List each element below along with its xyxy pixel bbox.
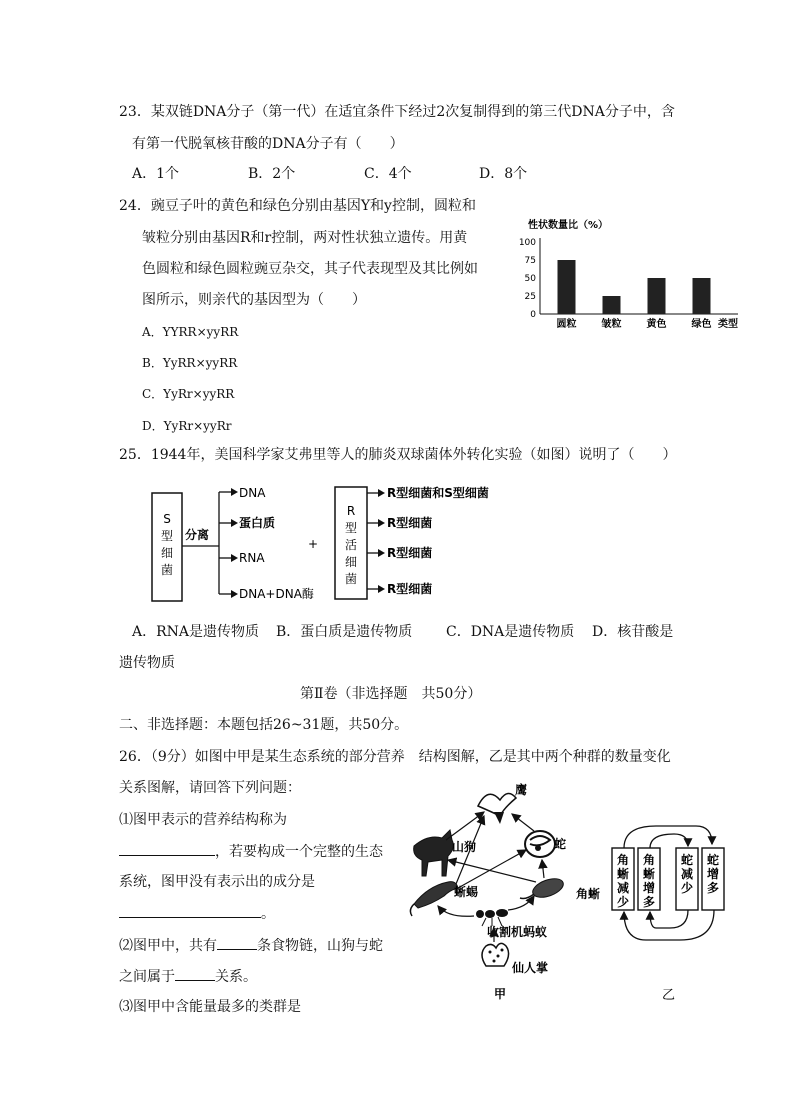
q26-part3: ⑶图甲中含能量最多的类群是 bbox=[119, 999, 301, 1015]
food-web-diagram bbox=[408, 778, 613, 1006]
q25-stem: 25．1944年，美国科学家艾弗里等人的肺炎双球菌体外转化实验（如图）说明了（ ） bbox=[119, 447, 677, 463]
food-web-arrows bbox=[438, 812, 544, 942]
q24-option-d[interactable]: D．YyRr×yyRr bbox=[142, 419, 232, 433]
population-cycle-diagram bbox=[610, 818, 742, 1008]
s-label-3: 细 bbox=[160, 546, 174, 560]
q26-part2-b: 条食物链，山狗与蛇 bbox=[257, 938, 383, 954]
section-intro: 二、非选择题：本题包括26~31题，共50分。 bbox=[119, 717, 409, 733]
lizard-icon bbox=[410, 882, 458, 916]
section-title: 第Ⅱ卷（非选择题 共50分） bbox=[300, 686, 482, 702]
chart-x-title: 类型 bbox=[718, 319, 738, 330]
q23-stem-line2: 有第一代脱氧核苷酸的DNA分子有（ ） bbox=[132, 136, 404, 152]
component-dna-dnase: DNA+DNA酶 bbox=[239, 587, 314, 601]
answer-blank-1[interactable] bbox=[119, 841, 215, 856]
q23-option-a[interactable]: A．1个 bbox=[132, 166, 180, 182]
eagle-label: 鹰 bbox=[515, 783, 528, 797]
bar-0 bbox=[558, 260, 576, 314]
q23-option-d[interactable]: D．8个 bbox=[479, 166, 528, 182]
x-tick-label: 圆粒 bbox=[556, 319, 577, 330]
chart-x-labels bbox=[557, 317, 712, 330]
q25-transformation-diagram bbox=[145, 478, 545, 608]
result-1: R型细菌和S型细菌 bbox=[387, 486, 489, 500]
q25-option-c[interactable]: C．DNA是遗传物质 bbox=[446, 624, 575, 640]
q24-option-a[interactable]: A．YYRR×yyRR bbox=[142, 325, 239, 339]
ant-icon bbox=[476, 909, 508, 926]
q26-part1-line2 bbox=[119, 841, 383, 862]
q26-part2-d: 关系。 bbox=[215, 969, 257, 985]
q26-part1-a: ⑴图甲表示的营养结构称为 bbox=[119, 812, 287, 828]
q23-options bbox=[132, 164, 692, 184]
q24-bar-chart bbox=[500, 212, 750, 332]
y-tick-label: 25 bbox=[524, 292, 536, 302]
s-label-1: S bbox=[163, 512, 171, 526]
x-tick-label: 皱粒 bbox=[601, 319, 622, 330]
q23-option-b[interactable]: B．2个 bbox=[248, 166, 296, 182]
x-tick-label: 黄色 bbox=[646, 319, 667, 330]
population-label: 乙 bbox=[662, 988, 676, 1003]
q24-stem-line2: 皱粒分别由基因R和r控制，两对性状独立遗传。用黄 bbox=[142, 230, 468, 246]
r-label-2: 型 bbox=[344, 521, 358, 535]
chart-bars bbox=[558, 260, 711, 314]
q23-option-c[interactable]: C．4个 bbox=[364, 166, 412, 182]
chart-y-ticks bbox=[519, 238, 536, 320]
q24-stem-line4: 图所示，则亲代的基因型为（ ） bbox=[142, 292, 366, 308]
q24-stem-line3: 色圆粒和绿色圆粒豌豆杂交，其子代表现型及其比例如 bbox=[142, 261, 478, 277]
q26-part1-d: 。 bbox=[261, 906, 275, 922]
q24-option-b[interactable]: B．YyRR×yyRR bbox=[142, 356, 238, 370]
result-2: R型细菌 bbox=[387, 516, 433, 530]
q26-part1-line4 bbox=[119, 903, 275, 924]
chart-title: 性状数量比（%） bbox=[528, 220, 609, 231]
y-tick-label: 100 bbox=[518, 238, 536, 248]
result-3: R型细菌 bbox=[387, 546, 433, 560]
q26-stem-line2: 关系图解，请回答下列问题： bbox=[119, 780, 301, 796]
bar-3 bbox=[693, 278, 711, 314]
cactus-icon bbox=[482, 943, 509, 966]
q26-part2-c: 之间属于 bbox=[119, 969, 175, 985]
x-tick-label: 绿色 bbox=[691, 319, 712, 330]
r-label-3: 活 bbox=[344, 538, 358, 552]
population-box-label-2: 蛇减少 bbox=[680, 853, 694, 895]
result-arrows bbox=[367, 489, 385, 593]
y-tick-label: 75 bbox=[524, 256, 536, 266]
snake-label: 蛇 bbox=[554, 837, 567, 851]
q26-part2-a: ⑵图甲中，共有 bbox=[119, 938, 217, 954]
answer-blank-2[interactable] bbox=[119, 903, 261, 918]
bar-1 bbox=[603, 296, 621, 314]
coyote-icon bbox=[414, 830, 454, 876]
cactus-label: 仙人掌 bbox=[512, 961, 549, 975]
q25-option-b[interactable]: B．蛋白质是遗传物质 bbox=[276, 624, 413, 640]
q23-stem-line1: 23．某双链DNA分子（第一代）在适宜条件下经过2次复制得到的第三代DNA分子中，含 bbox=[119, 104, 675, 120]
r-label-4: 细 bbox=[344, 555, 358, 569]
horned-lizard-label: 角蜥 bbox=[576, 887, 601, 901]
q25-option-d[interactable]: D．核苷酸是 bbox=[592, 624, 674, 640]
y-tick-label: 50 bbox=[524, 274, 536, 284]
q25-option-a[interactable]: A．RNA是遗传物质 bbox=[132, 624, 260, 640]
horned-lizard-icon bbox=[520, 875, 566, 901]
y-tick-label: 0 bbox=[530, 310, 536, 320]
separate-label: 分离 bbox=[185, 528, 210, 542]
component-protein: 蛋白质 bbox=[239, 516, 276, 530]
answer-blank-3[interactable] bbox=[217, 935, 257, 950]
s-label-4: 菌 bbox=[160, 563, 174, 577]
answer-blank-4[interactable] bbox=[175, 966, 215, 981]
lizard-label: 蜥蜴 bbox=[454, 885, 479, 899]
component-dna: DNA bbox=[239, 486, 266, 500]
plus-sign: + bbox=[307, 537, 319, 551]
bar-2 bbox=[648, 278, 666, 314]
r-label-5: 菌 bbox=[344, 572, 358, 586]
ant-label: 收割机蚂蚁 bbox=[487, 925, 548, 939]
population-box-label-1: 角蜥增多 bbox=[642, 853, 656, 909]
eagle-icon bbox=[478, 793, 516, 824]
coyote-label: 山狗 bbox=[452, 840, 477, 854]
result-4: R型细菌 bbox=[387, 582, 433, 596]
q26-part2-line2 bbox=[119, 966, 257, 987]
q24-stem-line1: 24．豌豆子叶的黄色和绿色分别由基因Y和y控制，圆粒和 bbox=[119, 198, 476, 214]
component-rna: RNA bbox=[239, 551, 265, 565]
q26-part1-c: 系统，图甲没有表示出的成分是 bbox=[119, 874, 315, 890]
q24-option-c[interactable]: C．YyRr×yyRR bbox=[142, 387, 235, 401]
q26-part2-line1 bbox=[119, 935, 383, 956]
population-box-label-3: 蛇增多 bbox=[706, 853, 720, 895]
q26-part1-b: ，若要构成一个完整的生态 bbox=[215, 844, 383, 860]
branch-arrows bbox=[219, 488, 238, 598]
q25-options bbox=[132, 622, 692, 642]
s-label-2: 型 bbox=[160, 529, 174, 543]
population-box-label-0: 角蜥减少 bbox=[616, 853, 630, 909]
q25-option-d-continued: 遗传物质 bbox=[119, 655, 175, 671]
q26-stem-line1: 26．（9分）如图中甲是某生态系统的部分营养 结构图解，乙是其中两个种群的数量变化 bbox=[119, 749, 671, 765]
food-web-label: 甲 bbox=[494, 987, 507, 1001]
r-label-1: R bbox=[346, 504, 356, 518]
snake-icon bbox=[525, 831, 555, 857]
